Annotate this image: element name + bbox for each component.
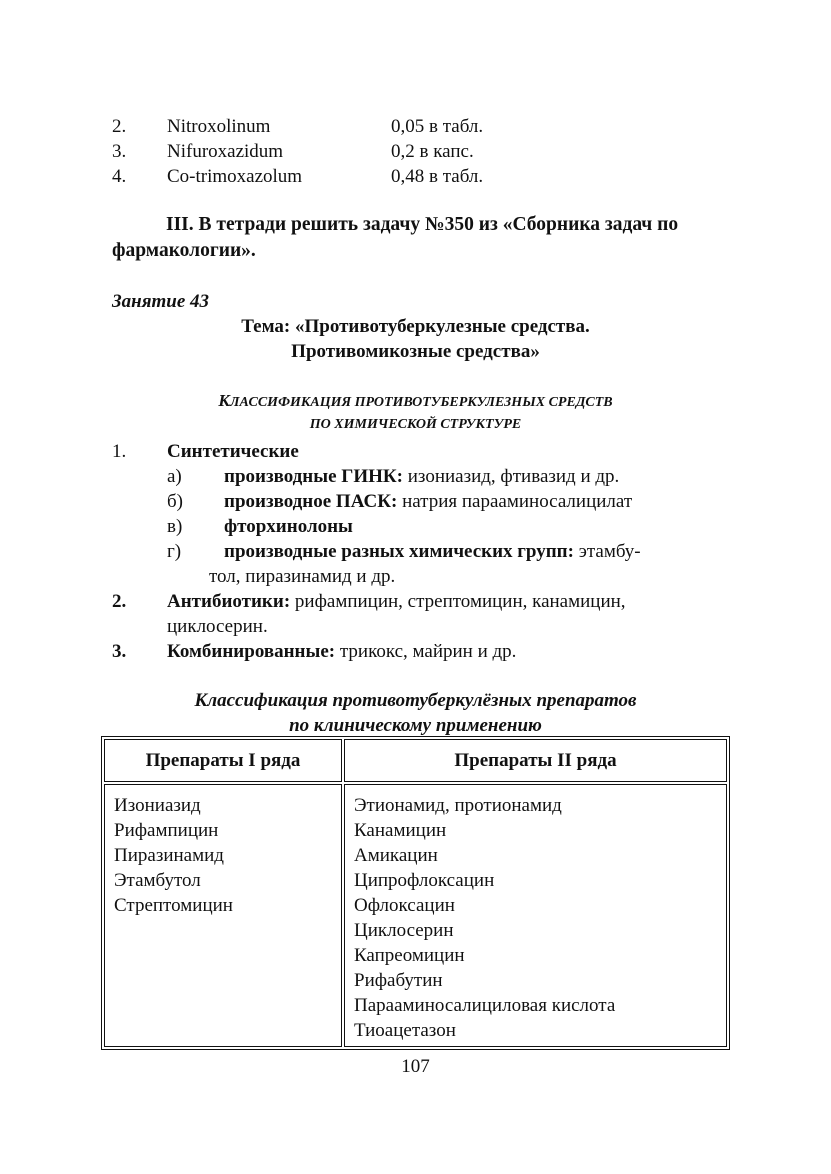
list-item: Пиразинамид [114, 845, 224, 866]
task-paragraph: III. В тетради решить задачу №350 из «Сборника задач по фармакологии». [112, 214, 679, 261]
drug-lines-table [101, 736, 730, 1050]
list-item: Офлоксацин [354, 895, 455, 916]
lesson-label: Занятие 43 [112, 291, 210, 312]
list-item: Капреомицин [354, 945, 465, 966]
list-number: 2. [112, 591, 127, 612]
list-number: 3. [112, 641, 127, 662]
lesson-topic-line2: Противомикозные средства» [291, 341, 540, 362]
list-item: Комбинированные: трикокс, майрин и др. [167, 641, 517, 662]
drug-name: Nifuroxazidum [167, 141, 284, 162]
table-row [104, 784, 727, 1047]
clinical-title-line2: по клиническому применению [289, 715, 542, 736]
drug-dose: 0,2 в капс. [391, 141, 474, 162]
list-item: Этионамид, протионамид [354, 795, 562, 816]
heading-rest: ЛАССИФИКАЦИЯ ПРОТИВОТУБЕРКУЛЕЗНЫХ СРЕДСТВ [229, 395, 613, 410]
drug-dose: 0,48 в табл. [391, 166, 484, 187]
drug-dose: 0,05 в табл. [391, 116, 484, 137]
list-item: Стрептомицин [114, 895, 233, 916]
drug-number: 2. [112, 116, 127, 137]
table-header-row [104, 739, 727, 782]
table-header-first-line: Препараты I ряда [104, 739, 342, 782]
drug-number: 3. [112, 141, 127, 162]
list-item: Ципрофлоксацин [354, 870, 495, 891]
classification-heading [0, 390, 831, 414]
list-item: Антибиотики: рифампицин, стрептомицин, канамицин, [167, 591, 626, 612]
list-item: Амикацин [354, 845, 438, 866]
classification-subheading: ПО ХИМИЧЕСКОЙ СТРУКТУРЕ [309, 417, 522, 432]
drug-name: Nitroxolinum [167, 116, 271, 137]
sub-item-continuation: тол, пиразинамид и др. [209, 566, 396, 587]
list-item: Рифабутин [354, 970, 443, 991]
heading-initial: К [218, 391, 230, 410]
sub-letter: а) [167, 466, 182, 487]
list-item: Парааминосалициловая кислота [354, 995, 616, 1016]
drug-name: Co-trimoxazolum [167, 166, 303, 187]
table-header-second-line: Препараты II ряда [344, 739, 727, 782]
sub-item: производные ГИНК: изониазид, фтивазид и др. [224, 466, 620, 487]
sub-letter: г) [167, 541, 182, 562]
sub-item: производное ПАСК: натрия парааминосалицилат [224, 491, 633, 512]
list-item: Рифампицин [114, 820, 219, 841]
list-number: 1. [112, 441, 127, 462]
page-number: 107 [401, 1056, 430, 1077]
first-line-drugs-cell [104, 784, 342, 1047]
sub-letter: в) [167, 516, 183, 537]
list-item: Этамбутол [114, 870, 201, 891]
sub-item: производные разных химических групп: этамбу- [224, 541, 641, 562]
list-item: Изониазид [114, 795, 201, 816]
list-item-continuation: циклосерин. [167, 616, 268, 637]
second-line-drugs-cell [344, 784, 727, 1047]
list-item: Циклосерин [354, 920, 454, 941]
list-item: Канамицин [354, 820, 447, 841]
sub-letter: б) [167, 491, 183, 512]
sub-item: фторхинолоны [224, 516, 353, 537]
lesson-topic-line1: Тема: «Противотуберкулезные средства. [241, 316, 590, 337]
list-item-title: Синтетические [167, 441, 299, 462]
list-item: Тиоацетазон [354, 1020, 456, 1041]
drug-number: 4. [112, 166, 127, 187]
clinical-title-line1: Классификация противотуберкулёзных препаратов [194, 690, 637, 711]
